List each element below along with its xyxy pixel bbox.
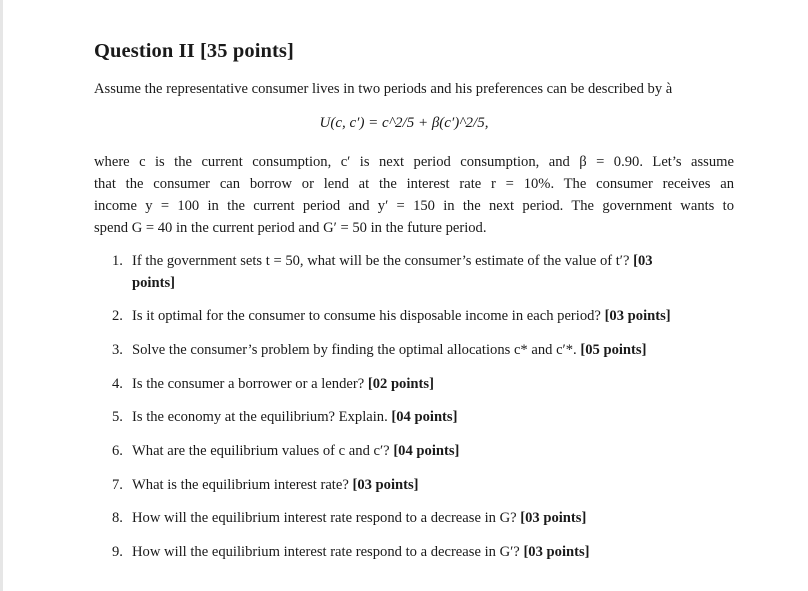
question-number: 7. — [112, 477, 123, 493]
question-text: How will the equilibrium interest rate respond to a decrease in G? — [132, 510, 521, 526]
question-text: Solve the consumer’s problem by finding the optimal allocations c* and c′*. — [132, 342, 581, 358]
intro-text: Assume the representative consumer lives in two periods and his preferences can be described by à — [94, 81, 673, 97]
question-number: 5. — [112, 409, 123, 425]
question-number: 1. — [112, 253, 123, 269]
question-points: [03 points] — [352, 477, 419, 493]
question-item — [112, 342, 646, 359]
question-points-continuation: points] — [132, 275, 175, 291]
question-item — [112, 443, 459, 460]
utility-formula — [0, 115, 808, 132]
question-number: 6. — [112, 443, 123, 459]
paragraph-line: income y = 100 in the current period and y′ = 150 in the next period. The government wants to — [94, 198, 734, 214]
paragraph-line: spend G = 40 in the current period and G′ = 50 in the future period. — [94, 220, 487, 236]
question-item — [112, 308, 671, 325]
question-item — [112, 409, 457, 426]
question-number: 8. — [112, 510, 123, 526]
question-item — [112, 253, 653, 270]
question-points: [02 points] — [367, 376, 434, 392]
question-points: [03 — [633, 253, 653, 269]
question-points: [03 points] — [604, 308, 671, 324]
paragraph-line: where c is the current consumption, c′ is next period consumption, and β = 0.90. Let’s assume — [94, 154, 734, 170]
question-number: 2. — [112, 308, 123, 324]
question-text: If the government sets t = 50, what will be the consumer’s estimate of the value of t′? — [132, 253, 634, 269]
question-points: [05 points] — [580, 342, 647, 358]
question-item — [112, 510, 586, 527]
question-number: 3. — [112, 342, 123, 358]
question-text: Is the economy at the equilibrium? Explain. — [132, 409, 392, 425]
question-number: 9. — [112, 544, 123, 560]
question-text: Is the consumer a borrower or a lender? — [132, 376, 368, 392]
question-text: Is it optimal for the consumer to consume his disposable income in each period? — [132, 308, 605, 324]
question-item — [112, 477, 419, 494]
question-points: [04 points] — [391, 409, 458, 425]
question-item — [112, 544, 590, 561]
formula-text: U(c, c′) = c^2/5 + β(c′)^2/5, — [319, 115, 489, 131]
paragraph-line: that the consumer can borrow or lend at the interest rate r = 10%. The consumer receives an — [94, 176, 734, 192]
question-text: What are the equilibrium values of c and c′? — [132, 443, 394, 459]
question-points: [03 points] — [523, 544, 590, 560]
question-points: [04 points] — [393, 443, 460, 459]
question-points: [03 points] — [520, 510, 587, 526]
question-number: 4. — [112, 376, 123, 392]
page-edge — [0, 0, 3, 591]
question-title: Question II [35 points] — [94, 40, 294, 62]
question-text: How will the equilibrium interest rate respond to a decrease in G′? — [132, 544, 524, 560]
question-item — [112, 376, 434, 393]
question-text: What is the equilibrium interest rate? — [132, 477, 353, 493]
